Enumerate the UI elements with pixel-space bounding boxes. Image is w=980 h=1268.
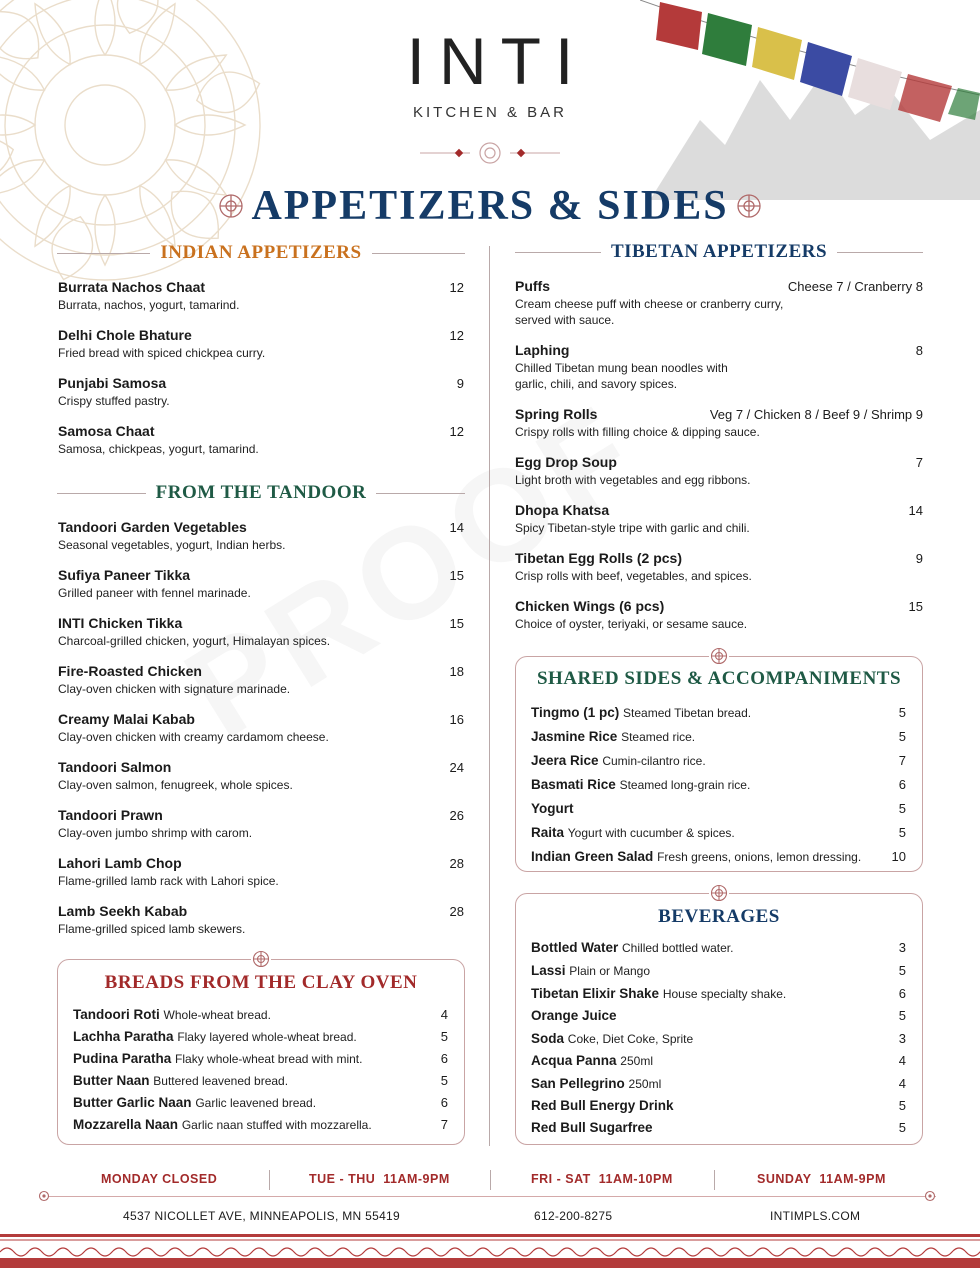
logo-ornament-icon — [420, 140, 560, 166]
menu-item: Lamb Seekh Kabab 28 Flame-grilled spiced lamb skewers. — [58, 903, 464, 936]
hours-fri-sat: FRI - SAT 11AM-10PM — [531, 1172, 673, 1186]
list-item: Orange Juice 5 — [531, 1008, 906, 1023]
menu-item: Chicken Wings (6 pcs) 15 Choice of oyster, teriyaki, or sesame sauce. — [515, 598, 923, 631]
column-divider — [489, 246, 490, 1146]
menu-item: Egg Drop Soup 7 Light broth with vegetables and egg ribbons. — [515, 454, 923, 487]
beverages-heading: BEVERAGES — [658, 906, 780, 927]
menu-item: Tibetan Egg Rolls (2 pcs) 9 Crisp rolls with beef, vegetables, and spices. — [515, 550, 923, 583]
list-item: Jasmine Rice Steamed rice. 5 — [531, 729, 906, 744]
footer-divider — [44, 1196, 936, 1197]
ornament-icon — [924, 1190, 936, 1202]
list-item: Tandoori Roti Whole-wheat bread. 4 — [73, 1007, 448, 1022]
menu-item: Tandoori Salmon 24 Clay-oven salmon, fenugreek, whole spices. — [58, 759, 464, 792]
list-item: Soda Coke, Diet Coke, Sprite 3 — [531, 1031, 906, 1046]
menu-item: Lahori Lamb Chop 28 Flame-grilled lamb rack with Lahori spice. — [58, 855, 464, 888]
list-item: Pudina Paratha Flaky whole-wheat bread with mint. 6 — [73, 1051, 448, 1066]
hours-tue-thu: TUE - THU 11AM-9PM — [309, 1172, 450, 1186]
list-item: Lachha Paratha Flaky layered whole-wheat bread. 5 — [73, 1029, 448, 1044]
brand-tagline: KITCHEN & BAR — [412, 104, 568, 121]
list-item: Raita Yogurt with cucumber & spices. 5 — [531, 825, 906, 840]
breads-box — [57, 959, 465, 1145]
menu-item: Laphing 8 Chilled Tibetan mung bean noodles with garlic, chili, and savory spices. — [515, 342, 923, 391]
list-item: Bottled Water Chilled bottled water. 3 — [531, 940, 906, 955]
menu-item: Punjabi Samosa 9 Crispy stuffed pastry. — [58, 375, 464, 408]
list-item: San Pellegrino 250ml 4 — [531, 1076, 906, 1091]
menu-item: Burrata Nachos Chaat 12 Burrata, nachos, yogurt, tamarind. — [58, 279, 464, 312]
ornament-icon — [251, 949, 271, 969]
menu-item: Fire-Roasted Chicken 18 Clay-oven chicken with signature marinade. — [58, 663, 464, 696]
phone-link[interactable]: 612-200-8275 — [534, 1209, 613, 1223]
menu-item: Tandoori Prawn 26 Clay-oven jumbo shrimp with carom. — [58, 807, 464, 840]
menu-item: Creamy Malai Kabab 16 Clay-oven chicken with creamy cardamom cheese. — [58, 711, 464, 744]
list-item: Tibetan Elixir Shake House specialty shake. 6 — [531, 986, 906, 1001]
address-text: 4537 NICOLLET AVE, MINNEAPOLIS, MN 55419 — [123, 1209, 401, 1223]
brand-logo — [0, 24, 980, 121]
ornament-icon — [709, 883, 729, 903]
breads-heading: BREADS FROM THE CLAY OVEN — [104, 972, 418, 993]
tibetan-appetizers-heading: TIBETAN APPETIZERS — [515, 241, 923, 263]
list-item: Jeera Rice Cumin-cilantro rice. 7 — [531, 753, 906, 768]
menu-item: Tandoori Garden Vegetables 14 Seasonal vegetables, yogurt, Indian herbs. — [58, 519, 464, 552]
title-ornament-right-icon — [735, 192, 763, 220]
list-item: Red Bull Sugarfree 5 — [531, 1120, 906, 1135]
website-link[interactable]: INTIMPLS.COM — [770, 1209, 861, 1223]
sides-box — [515, 656, 923, 872]
ornament-icon — [709, 646, 729, 666]
hours-sunday: SUNDAY 11AM-9PM — [757, 1172, 886, 1186]
hours-separator — [269, 1170, 270, 1190]
menu-item: Dhopa Khatsa 14 Spicy Tibetan-style tripe with garlic and chili. — [515, 502, 923, 535]
list-item: Red Bull Energy Drink 5 — [531, 1098, 906, 1113]
list-item: Butter Garlic Naan Garlic leavened bread. 6 — [73, 1095, 448, 1110]
list-item: Indian Green Salad Fresh greens, onions, lemon dressing. 10 — [531, 849, 906, 864]
menu-item: Delhi Chole Bhature 12 Fried bread with spiced chickpea curry. — [58, 327, 464, 360]
menu-item: Sufiya Paneer Tikka 15 Grilled paneer with fennel marinade. — [58, 567, 464, 600]
list-item: Lassi Plain or Mango 5 — [531, 963, 906, 978]
tandoor-heading: FROM THE TANDOOR — [57, 482, 465, 504]
menu-item: Puffs Cheese 7 / Cranberry 8 Cream cheese puff with cheese or cranberry curry, served with sauce. — [515, 278, 923, 327]
list-item: Mozzarella Naan Garlic naan stuffed with mozzarella. 7 — [73, 1117, 448, 1132]
beverages-box — [515, 893, 923, 1145]
list-item: Basmati Rice Steamed long-grain rice. 6 — [531, 777, 906, 792]
list-item: Acqua Panna 250ml 4 — [531, 1053, 906, 1068]
indian-appetizers-heading: INDIAN APPETIZERS — [57, 242, 465, 264]
list-item: Butter Naan Buttered leavened bread. 5 — [73, 1073, 448, 1088]
bottom-border-pattern — [0, 1234, 980, 1268]
list-item: Tingmo (1 pc) Steamed Tibetan bread. 5 — [531, 705, 906, 720]
page-title: APPETIZERS & SIDES — [251, 183, 729, 229]
brand-name: INTI — [406, 24, 588, 98]
list-item: Yogurt 5 — [531, 801, 906, 816]
hours-monday: MONDAY CLOSED — [101, 1172, 218, 1186]
menu-item: INTI Chicken Tikka 15 Charcoal-grilled chicken, yogurt, Himalayan spices. — [58, 615, 464, 648]
hours-separator — [490, 1170, 491, 1190]
menu-item: Spring Rolls Veg 7 / Chicken 8 / Beef 9 / Shrimp 9 Crispy rolls with filling choice & dipping sauce. — [515, 406, 923, 439]
ornament-icon — [38, 1190, 50, 1202]
menu-item: Samosa Chaat 12 Samosa, chickpeas, yogurt, tamarind. — [58, 423, 464, 456]
sides-heading: SHARED SIDES & ACCOMPANIMENTS — [536, 668, 902, 689]
hours-separator — [714, 1170, 715, 1190]
